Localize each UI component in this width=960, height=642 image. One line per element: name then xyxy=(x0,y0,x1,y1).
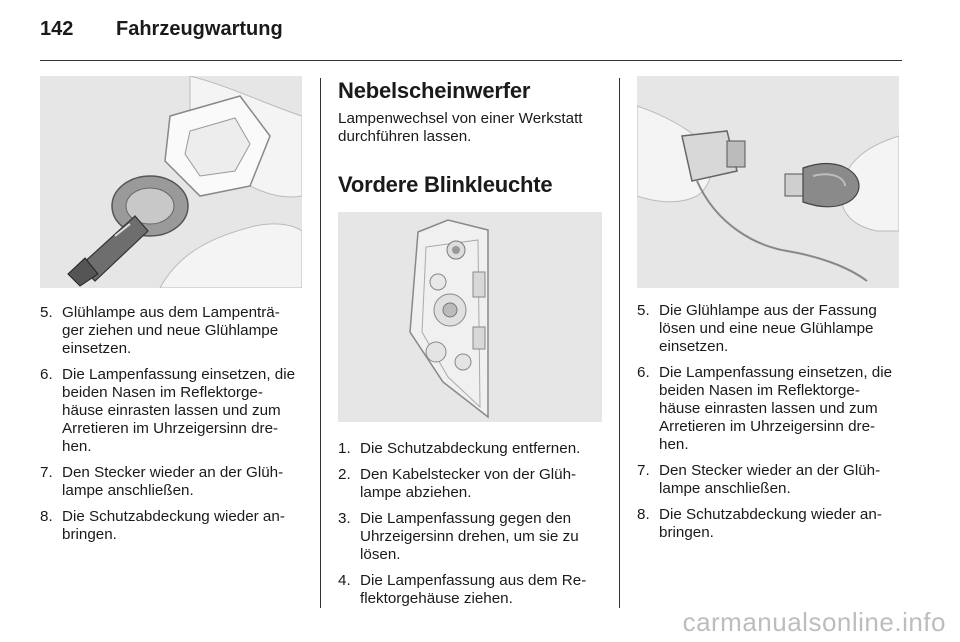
middle-column xyxy=(338,76,602,616)
column-divider-left xyxy=(320,78,321,608)
headlamp-bulb-figure xyxy=(40,76,302,288)
headlamp-housing-icon xyxy=(338,212,602,422)
headlamp-housing-figure xyxy=(338,212,602,422)
list-item: 3. Die Lampenfassung gegen den Uhrzeigersinn drehen, um sie zu lösen. xyxy=(338,510,579,563)
step-list xyxy=(338,440,602,608)
column-divider-right xyxy=(619,78,620,608)
right-column xyxy=(637,76,899,550)
step-list xyxy=(637,302,899,542)
list-item: 2. Den Kabelstecker von der Glüh- lampe abziehen. xyxy=(338,466,577,501)
watermark: carmanualsonline.info xyxy=(682,607,946,637)
list-item: 1. Die Schutzabdeckung entfernen. xyxy=(338,440,581,457)
page-title: Fahrzeugwartung xyxy=(116,18,283,40)
step-list xyxy=(40,304,302,544)
section-title: Nebelscheinwerfer xyxy=(338,78,531,103)
subsection-title: Vordere Blinkleuchte xyxy=(338,172,553,197)
list-item: 7. Den Stecker wieder an der Glüh- lampe anschließen. xyxy=(637,462,881,497)
list-item: 5. Die Glühlampe aus der Fassung lösen und eine neue Glühlampe einsetzen. xyxy=(637,302,877,355)
headlamp-bulb-icon xyxy=(40,76,302,288)
list-item: 8. Die Schutzabdeckung wieder an- bringen. xyxy=(40,508,285,543)
page-number: 142 xyxy=(40,18,74,40)
list-item: 7. Den Stecker wieder an der Glüh- lampe anschließen. xyxy=(40,464,284,499)
page-header xyxy=(40,18,283,48)
indicator-bulb-icon xyxy=(637,76,899,288)
indicator-bulb-figure xyxy=(637,76,899,288)
list-item: 6. Die Lampenfassung einsetzen, die beiden Nasen im Reflektorge- häuse einrasten lassen und zum Arretieren im Uhrzeigersinn dre- hen. xyxy=(40,366,296,455)
section-text: Lampenwechsel von einer Werkstatt durchführen lassen. xyxy=(338,110,583,145)
left-column xyxy=(40,76,302,552)
list-item: 8. Die Schutzabdeckung wieder an- bringen. xyxy=(637,506,882,541)
list-item: 4. Die Lampenfassung aus dem Re- flektorgehäuse ziehen. xyxy=(338,572,587,607)
list-item: 5. Glühlampe aus dem Lampenträ- ger ziehen und neue Glühlampe einsetzen. xyxy=(40,304,280,357)
header-divider xyxy=(40,60,902,61)
list-item: 6. Die Lampenfassung einsetzen, die beiden Nasen im Reflektorge- häuse einrasten lassen und zum Arretieren im Uhrzeigersinn dre- hen. xyxy=(637,364,893,453)
